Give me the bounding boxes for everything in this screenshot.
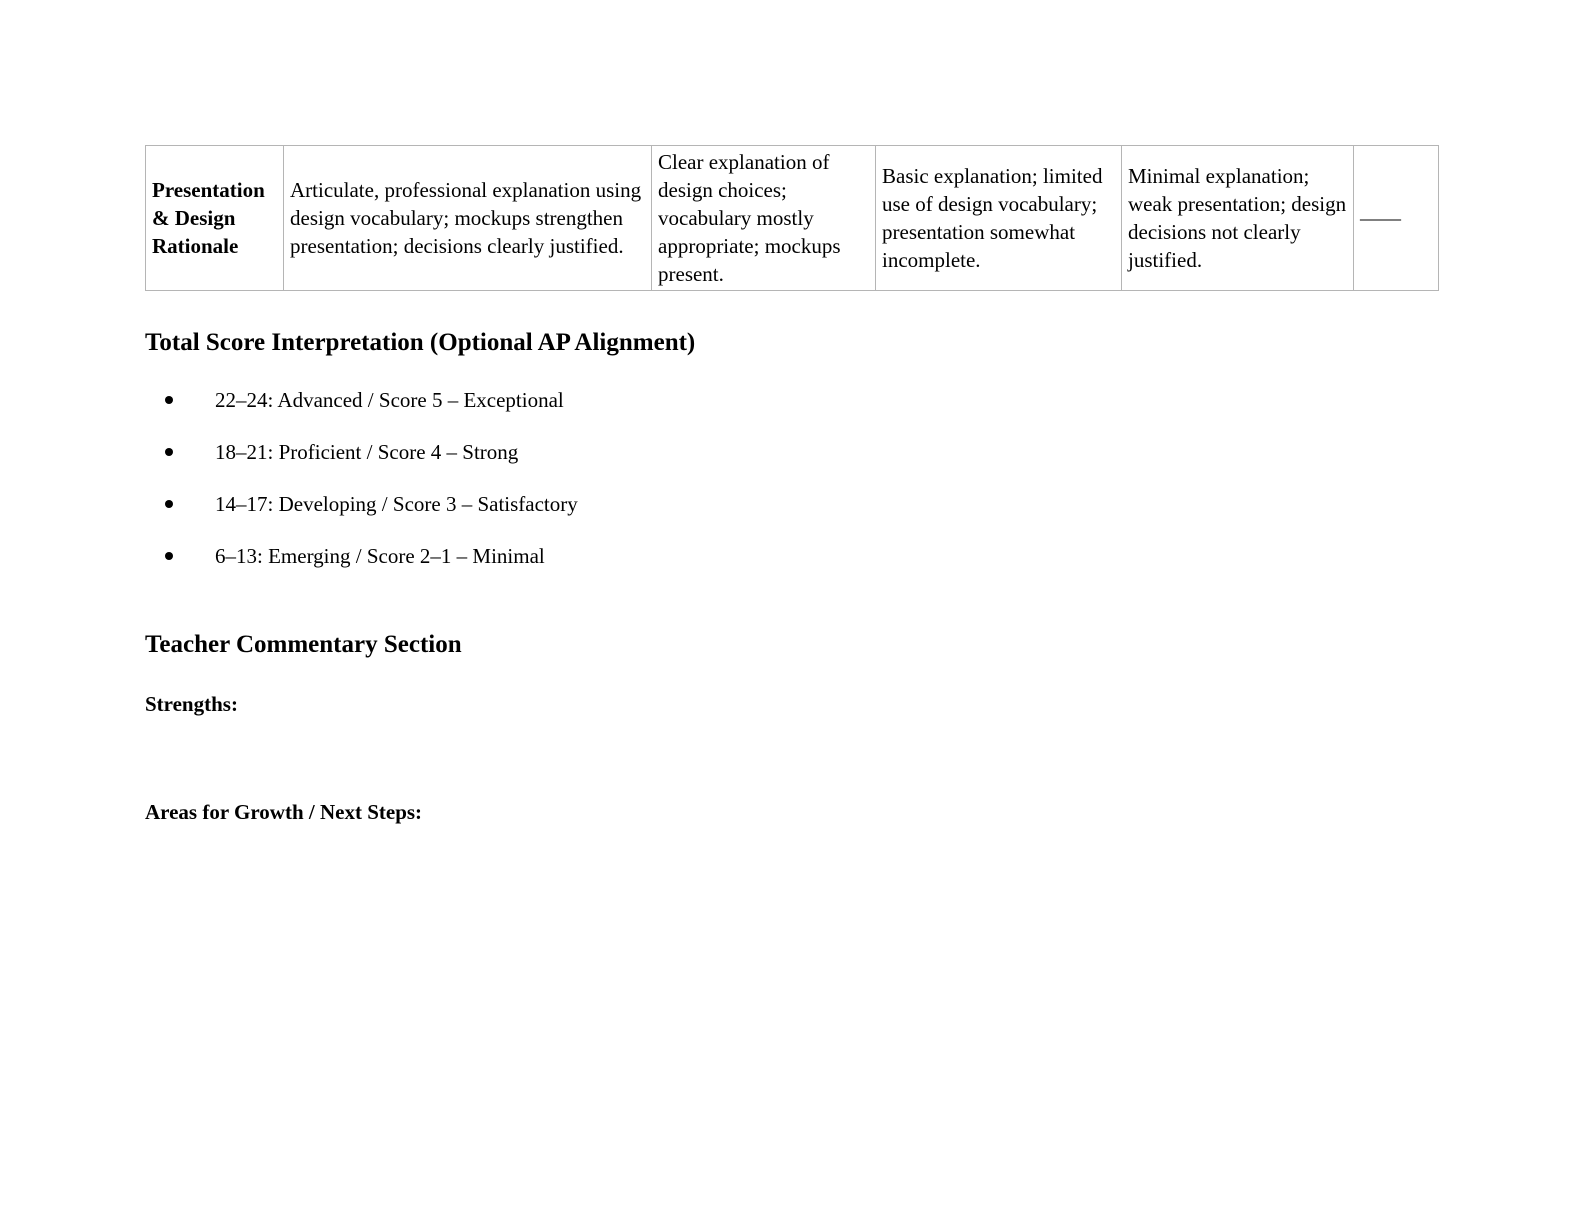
list-item-advanced: [145, 386, 1438, 414]
bullet-icon: [165, 500, 173, 508]
level-cell-developing: Basic explanation; limited use of design vocabulary; presentation somewhat incomplete.: [876, 146, 1122, 291]
rubric-table: [145, 145, 1439, 291]
list-item-text: 6–13: Emerging / Score 2–1 – Minimal: [215, 544, 545, 568]
list-item-emerging: [145, 542, 1438, 570]
rubric-row-presentation-design-rationale: [146, 146, 1439, 291]
bullet-icon: [165, 448, 173, 456]
areas-for-growth-label: Areas for Growth / Next Steps:: [145, 800, 423, 824]
list-item-proficient: [145, 438, 1438, 466]
section-heading-total-score-interpretation: Total Score Interpretation (Optional AP Alignment): [145, 329, 696, 356]
bullet-icon: [165, 396, 173, 404]
document-page: [145, 145, 1438, 826]
list-item-developing: [145, 490, 1438, 518]
level-cell-emerging: Minimal explanation; weak presentation; design decisions not clearly justified.: [1122, 146, 1354, 291]
bullet-icon: [165, 552, 173, 560]
score-cell: ——: [1354, 146, 1439, 291]
list-item-text: 18–21: Proficient / Score 4 – Strong: [215, 440, 519, 464]
strengths-label: Strengths:: [145, 692, 238, 716]
section-heading-teacher-commentary: Teacher Commentary Section: [145, 631, 462, 658]
list-item-text: 22–24: Advanced / Score 5 – Exceptional: [215, 388, 564, 412]
score-interpretation-list: [145, 386, 1438, 570]
level-cell-advanced: Articulate, professional explanation using design vocabulary; mockups strengthen presentation; decisions clearly justified.: [284, 146, 652, 291]
list-item-text: 14–17: Developing / Score 3 – Satisfactory: [215, 492, 578, 516]
criterion-cell: Presentation & Design Rationale: [146, 146, 284, 291]
level-cell-proficient: Clear explanation of design choices; vocabulary mostly appropriate; mockups present.: [652, 146, 876, 291]
